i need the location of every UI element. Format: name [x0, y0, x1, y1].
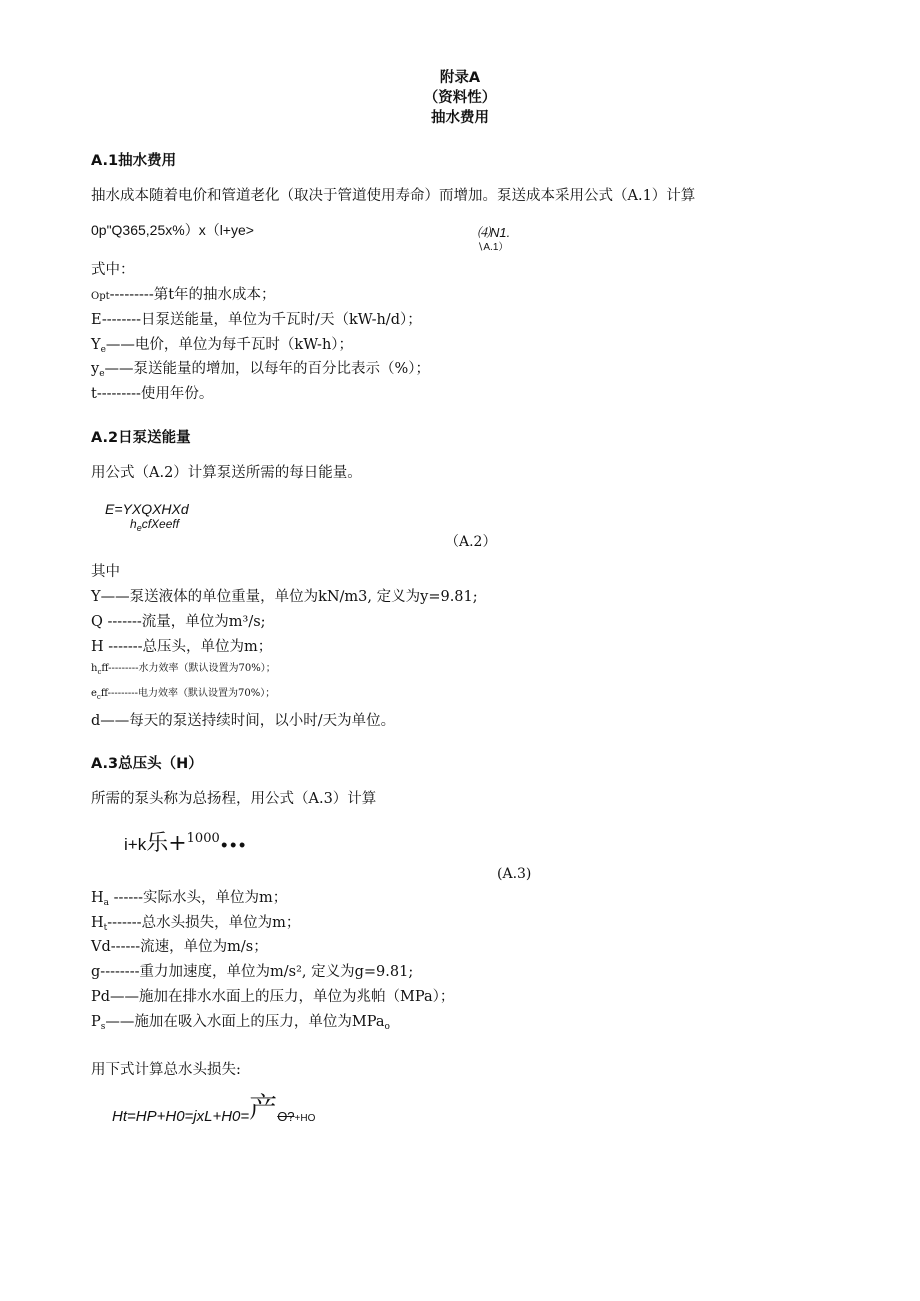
loss-formula: Ht=HP+H0=jxL+H0=产O?+HO	[112, 1091, 316, 1125]
formula-a3: i+k乐+$^{1000}$•••	[124, 831, 247, 856]
def-ht: $H_t-------$总水头损失，单位为m；	[91, 915, 301, 933]
def-pd: Pd——施加在排水水面上的压力，单位为兆帕（MPa）；	[91, 989, 455, 1005]
def-t: t---------使用年份。	[91, 386, 214, 402]
def-e: E--------日泵送能量，单位为千瓦时/天（kW-h/d）；	[91, 312, 422, 328]
appendix-label: 附录A	[439, 70, 481, 86]
def-ye-price: $Y_e——$电价，单位为每千瓦时（kW-h）；	[91, 337, 354, 355]
formula-a1-number: ∖A.1）	[477, 242, 509, 253]
def-h-eff: $h_cff---------$水力效率（默认设置为70%）；	[91, 663, 276, 676]
section-a1-heading: A.1抽水费用	[91, 153, 177, 169]
appendix-type: （资料性）	[423, 90, 497, 106]
def-g: g--------重力加速度，单位为m/s², 定义为g=9.81;	[91, 964, 414, 980]
formula-a1-marker: ⑷N1.	[477, 225, 511, 240]
def-ps: $P_s——$施加在吸入水面上的压力，单位为MPa$_o$	[91, 1014, 390, 1032]
section-a1-intro: 抽水成本随着电价和管道老化（取决于管道使用寿命）而增加。泵送成本采用公式（A.1）计算	[91, 188, 696, 204]
appendix-title: 抽水费用	[431, 110, 489, 126]
def-e-eff: $e_cff---------$电力效率（默认设置为70%）；	[91, 688, 276, 701]
def-y-weight: Y——泵送液体的单位重量，单位为kN∕m3, 定义为y=9.81;	[91, 589, 478, 605]
def-vd: Vd------流速，单位为m/s；	[91, 939, 268, 955]
section-a3-intro: 所需的泵头称为总扬程，用公式（A.3）计算	[91, 791, 377, 807]
formula-a1: 0p"Q365,25x%）x（l+ye>	[91, 222, 254, 238]
formula-a2-top: E=YXQXHXd	[105, 501, 189, 517]
section-a2-where: 其中	[91, 564, 120, 580]
formula-a2-number: （A.2）	[445, 534, 497, 550]
section-a3-heading: A.3总压头（H）	[91, 756, 203, 772]
section-a2-heading: A.2日泵送能量	[91, 430, 191, 446]
def-ha: $H_a$ ------实际水头，单位为m；	[91, 890, 288, 908]
def-q: Q -------流量，单位为m³/s;	[91, 614, 266, 630]
def-ye-growth: $y_e——$泵送能量的增加，以每年的百分比表示（%）；	[91, 361, 431, 379]
def-h: H -------总压头，单位为m；	[91, 639, 273, 655]
def-d: d——每天的泵送持续时间，以小时/天为单位。	[91, 713, 396, 729]
section-a1-where: 式中：	[91, 262, 135, 278]
formula-a3-number: (A.3)	[497, 866, 532, 882]
section-a2-intro: 用公式（A.2）计算泵送所需的每日能量。	[91, 465, 362, 481]
def-opt: Opt---------第t年的抽水成本；	[91, 287, 276, 303]
loss-intro: 用下式计算总水头损失:	[91, 1062, 241, 1078]
formula-a2-bottom: $h_ecfXeeff$	[130, 517, 180, 533]
